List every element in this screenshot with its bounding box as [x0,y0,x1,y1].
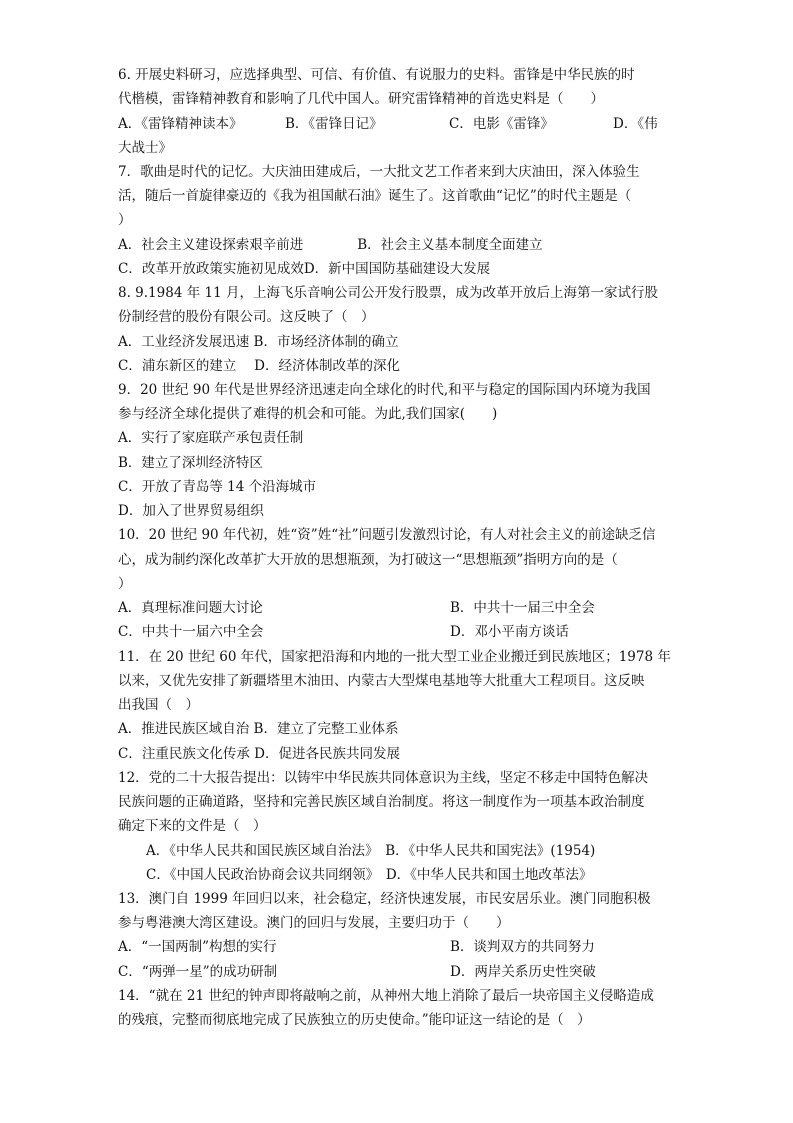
question-8-line-1: 8. 9.1984 年 11 月，上海飞乐音响公司公开发行股票，成为改革开放后上海第一家试行股 [118,285,658,301]
question-14-line-1: 14．“就在 21 世纪的钟声即将敲响之前，从神州大地上消除了最后一块帝国主义侵略造成 [118,988,654,1004]
question-6-option-c: C．电影《雷锋》 [449,116,554,132]
question-7-options-cd: C．改革开放政策实施初见成效D．新中国国防基础建设大发展 [118,261,491,277]
question-6-option-a: A．《雷锋精神读本》 [118,116,243,132]
question-9-option-b: B．建立了深圳经济特区 [118,455,263,471]
question-11-line-3: 出我国（ ） [118,697,199,713]
question-8-line-2: 份制经营的股份有限公司。这反映了（ ） [118,309,375,325]
question-11-options-cd: C．注重民族文化传承 D．促进各民族共同发展 [118,746,400,762]
question-14-line-2: 的残痕，完整而彻底地完成了民族独立的历史使命。”能印证这一结论的是（ ） [118,1012,591,1028]
question-13-option-d: D．两岸关系历史性突破 [450,964,596,980]
question-7-options-ab: A．社会主义建设探索艰辛前进 B．社会主义基本制度全面建立 [118,237,543,253]
question-10-option-a: A．真理标准问题大讨论 [118,600,263,616]
question-10-line-1: 10．20 世纪 90 年代初，姓“资”姓“社”问题引发激烈讨论，有人对社会主义的前途缺乏信 [118,527,656,543]
question-7-line-3: ） [118,212,132,228]
question-10-line-2: 心，成为制约深化改革扩大开放的思想瓶颈，为打破这一“思想瓶颈”指明方向的是（ [118,552,618,568]
question-7-line-2: 活，随后一首旋律豪迈的《我为祖国献石油》诞生了。这首歌曲“记忆”的时代主题是（ [118,188,632,204]
question-6-option-b: B．《雷锋日记》 [285,116,383,132]
question-6-line-2: 代楷模，雷锋精神教育和影响了几代中国人。研究雷锋精神的首选史料是（ ） [118,91,604,107]
question-9-line-2: 参与经济全球化提供了难得的机会和可能。为此,我们国家( ) [118,406,498,422]
question-12-line-2: 民族问题的正确道路，坚持和完善民族区域自治制度。将这一制度作为一项基本政治制度 [118,794,645,810]
question-13-line-1: 13．澳门自 1999 年回归以来，社会稳定，经济快速发展，市民安居乐业。澳门同胞积极 [118,891,651,907]
question-12-options-ab: A．《中华人民共和国民族区域自治法》 B．《中华人民共和国宪法》(1954) [146,843,596,859]
question-11-options-ab: A．推进民族区域自治 B．建立了完整工业体系 [118,721,399,737]
question-9-option-a: A．实行了家庭联产承包责任制 [118,430,304,446]
question-6-option-d-cont: 大战士》 [118,140,172,156]
question-10-option-c: C．中共十一届六中全会 [118,624,264,640]
question-12-line-1: 12．党的二十大报告提出：以铸牢中华民族共同体意识为主线，坚定不移走中国特色解决 [118,770,649,786]
question-13-option-c: C．“两弹一星”的成功研制 [118,964,278,980]
question-10-option-b: B．中共十一届三中全会 [450,600,595,616]
question-11-line-2: 以来，又优先安排了新疆塔里木油田、内蒙古大型煤电基地等大批重大工程项目。这反映 [118,673,645,689]
question-13-option-a: A．“一国两制”构想的实行 [118,939,277,955]
question-10-option-d: D．邓小平南方谈话 [450,624,569,640]
question-12-options-cd: C．《中国人民政治协商会议共同纲领》 D．《中华人民共和国土地改革法》 [146,867,593,883]
question-6-option-d: D．《伟 [613,116,658,132]
question-6-line-1: 6. 开展史料研习，应选择典型、可信、有价值、有说服力的史料。雷锋是中华民族的时 [118,67,635,83]
question-12-line-3: 确定下来的文件是（ ） [118,818,267,834]
question-8-options-cd: C．浦东新区的建立 D．经济体制改革的深化 [118,358,400,374]
question-13-line-2: 参与粤港澳大湾区建设。澳门的回归与发展，主要归功于（ ） [118,915,510,931]
question-8-options-ab: A．工业经济发展迅速 B．市场经济体制的确立 [118,334,399,350]
question-9-option-c: C．开放了青岛等 14 个沿海城市 [118,479,317,495]
question-11-line-1: 11．在 20 世纪 60 年代，国家把沿海和内地的一批大型工业企业搬迁到民族地区；1978 年 [118,649,671,665]
question-7-line-1: 7．歌曲是时代的记忆。大庆油田建成后，一大批文艺工作者来到大庆油田，深入体验生 [118,164,640,180]
question-9-line-1: 9．20 世纪 90 年代是世界经济迅速走向全球化的时代,和平与稳定的国际国内环境为我国 [118,382,651,398]
question-10-line-3: ） [118,576,132,592]
question-13-option-b: B．谈判双方的共同努力 [450,939,595,955]
question-9-option-d: D．加入了世界贸易组织 [118,503,264,519]
